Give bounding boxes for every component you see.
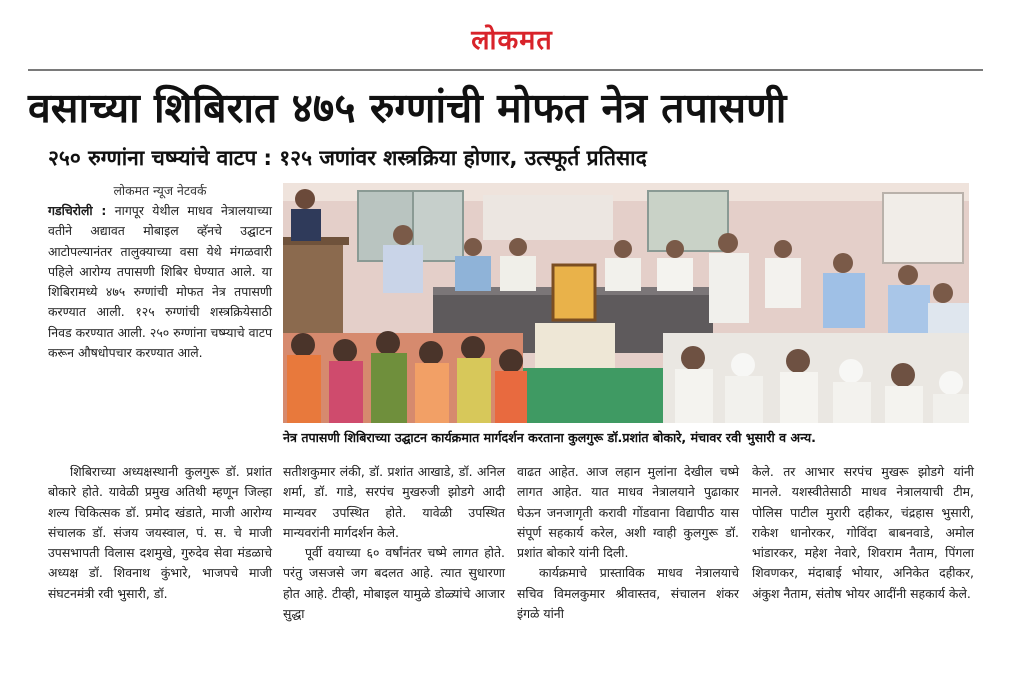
- masthead: [0, 20, 1024, 57]
- paragraph: कार्यक्रमाचे प्रास्ताविक माधव नेत्रालयाचे सचिव विमलकुमार श्रीवास्तव, संचालन शंकर इंगळे यांनी: [517, 565, 739, 622]
- event-photo: [283, 183, 969, 423]
- paragraph: शिबिराच्या अध्यक्षस्थानी कुलगुरू डॉ. प्रशांत बोकारे होते. यावेळी प्रमुख अतिथी म्हणून जिल्हा शल्य चिकित्सक डॉ. प्रमोद खंडाते, माजी आरोग्य संचालक डॉ. संजय जयस्वाल, पं. स. चे माजी उपसभापती विलास दशमुखे, गुरुदेव सेवा मंडळाचे अध्यक्ष डॉ. शिवनाथ कुंभारे, भाजपचे माजी संघटनमंत्री रवी भुसारी, डॉ.: [48, 464, 272, 601]
- paragraph: केले. तर आभार सरपंच मुखरू झोडगे यांनी मानले. यशस्वीतेसाठी माधव नेत्रालयाची टीम, पोलिस पाटील मुरारी दहीकर, चंद्रहास भुसारी, राकेश धानोरकर, गोविंदा बाबनवाडे, अमोल भांडारकर, महेश नेवारे, शिवराम नैताम, पिंगला शिवणकर, मंदाबाई भोयार, अनिकेत दहीकर, अंकुश नैताम, संतोष भोयर आदींनी सहकार्य केले.: [752, 464, 974, 601]
- photo-caption: नेत्र तपासणी शिबिराच्या उद्घाटन कार्यक्रमात मार्गदर्शन करताना कुलगुरू डॉ.प्रशांत बोकारे, मंचावर रवी भुसारी व अन्य.: [283, 430, 816, 445]
- intro-text: नागपूर येथील माधव नेत्रालयाच्या वतीने अद्यावत मोबाइल व्हॅनचे उद्घाटन आटोपल्यानंतर तालुक्याच्या वसा येथे मंगळवारी पहिले आरोग्य तपासणी शिबिर घेण्यात आले. या शिबिरामध्ये ४७५ रुग्णांची मोफत नेत्र तपासणी करण्यात आली. १२५ रुग्णांची शस्त्रक्रियेसाठी निवड करण्यात आली. २५० रुग्णांना चष्म्याचे वाटप करून औषधोपचार करण्यात आले.: [48, 203, 272, 361]
- article-column-1: [48, 462, 272, 604]
- paragraph: वाढत आहेत. आज लहान मुलांना देखील चष्मे लागत आहेत. यात माधव नेत्रालयाने पुढाकार घेऊन जनजागृती करावी गोंडवाना विद्यापीठ यास संपूर्ण सहकार्य करेल, अशी ग्वाही कुलगुरू डॉ. प्रशांत बोकारे यांनी दिली.: [517, 464, 739, 561]
- article-column-4: [752, 462, 974, 604]
- subheadline: २५० रुग्णांना चष्म्यांचे वाटप : १२५ जणांवर शस्त्रक्रिया होणार, उत्स्फूर्त प्रतिसाद: [48, 146, 647, 170]
- masthead-divider: [28, 69, 983, 71]
- article-intro-column: [48, 181, 272, 363]
- byline: लोकमत न्यूज नेटवर्क: [113, 183, 207, 198]
- paragraph: पूर्वी वयाच्या ६० वर्षांनंतर चष्मे लागत होते. परंतु जसजसे जग बदलत आहे. त्यात सुधारणा होत आहे. टीव्ही, मोबाइल यामुळे डोळ्यांचे आजार सुद्धा: [283, 545, 505, 622]
- article-column-2: [283, 462, 505, 624]
- paragraph: सतीशकुमार लंकी, डॉ. प्रशांत आखाडे, डॉ. अनिल शर्मा, डॉ. गाडे, सरपंच मुखरुजी झोडगे आदी मान्यवर उपस्थित होते. यावेळी उपस्थित मान्यवरांनी मार्गदर्शन केले.: [283, 464, 505, 540]
- newspaper-logo: लोकमत: [471, 25, 553, 56]
- article-column-3: [517, 462, 739, 624]
- headline: वसाच्या शिबिरात ४७५ रुग्णांची मोफत नेत्र तपासणी: [28, 84, 787, 132]
- dateline: गडचिरोली :: [48, 203, 107, 218]
- intro-paragraph: [48, 201, 272, 363]
